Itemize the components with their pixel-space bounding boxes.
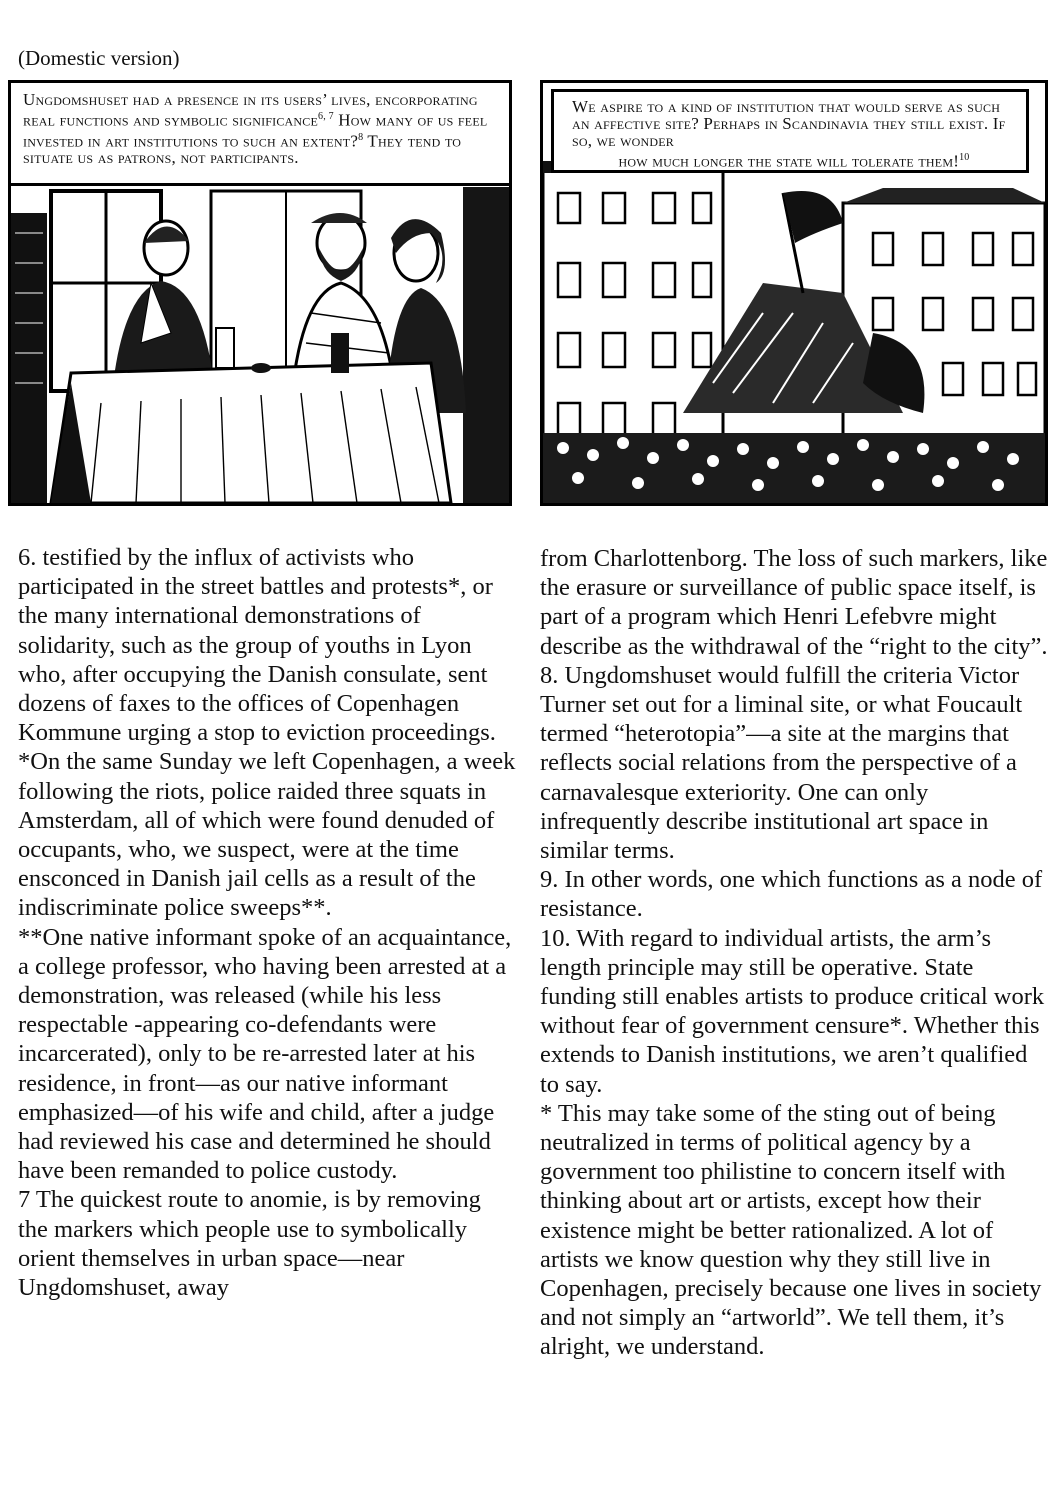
caption-box-right <box>551 89 1029 173</box>
footnote-6-double-asterisk: **One native informant spoke of an acquaintance, a college professor, who having been arrested at a demonstration, was released (while his less respectable -appearing co-defendants were incarcerated), only to be re-arrested later at his residence, in front—as our native informant emphasized—of his wife and child, after a judge had reviewed his case and determined he should have been remanded to police custody. <box>18 923 512 1185</box>
caption-left-footnote-ref-8: 8 <box>358 131 364 143</box>
footnote-6-asterisk: *On the same Sunday we left Copenhagen, a week following the riots, police raided three squats in Amsterdam, all of which were found denuded of occupants, who, we suspect, were at the time ensconced in Danish jail cells as a result of the indiscriminate police sweeps**. <box>18 748 516 922</box>
footnote-6: 6. testified by the influx of activists who participated in the street battles and protests*, or the many international demonstrations of solidarity, such as the group of youths in Lyon who, after occupying the Danish consulate, sent dozens of faxes to the offices of Copenhagen Kommune urging a stop to eviction proceedings. <box>18 544 496 747</box>
caption-right-line-2 <box>572 149 1016 170</box>
footnotes-right-column <box>540 544 1052 1362</box>
caption-right-text-b: how much longer the state will tolerate them! <box>618 151 960 171</box>
caption-right-footnote-ref-10: 10 <box>959 152 970 163</box>
building-right <box>843 188 1045 463</box>
caption-left-text-b: How many of us feel invested in art institutions to such an extent? <box>23 110 488 151</box>
caption-left-text-c: They tend to situate us as patrons, not participants. <box>23 131 462 168</box>
crowd <box>543 433 1045 503</box>
footnote-9: 9. In other words, one which functions as a node of resistance. <box>540 866 1043 923</box>
footnotes-left-column <box>18 543 516 1302</box>
footnote-8: 8. Ungdomshuset would fulfill the criteria Victor Turner set out for a liminal site, or what Foucault termed “heterotopia”—a site at the margins that reflects social relations from the perspective of a carnavalesque exteriority. One can only infrequently describe institutional art space in similar terms. <box>540 661 1023 865</box>
caption-right-text-a: We aspire to a kind of institution that would serve as such an affective site? Perhaps in Scandinavia they still exist. If so, we wonder <box>572 97 1006 150</box>
footnote-10: 10. With regard to individual artists, the arm’s length principle may still be operative. State funding still enables artists to produce critical work without fear of government censure*. Whether this extends to Danish institutions, we aren’t qualified to say. <box>540 924 1045 1098</box>
caption-left-text-a: Ungdomshuset had a presence in its users’ lives, encorporating real functions and symbolic significance <box>23 90 478 130</box>
caption-box-left <box>11 83 509 186</box>
comic-panel-cafe <box>8 80 512 506</box>
footnote-10-asterisk: * This may take some of the sting out of being neutralized in terms of political agency by a government too philistine to concern itself with thinking about art or artists, except how their existence might be better rationalized. A lot of artists we know question why they still live in Copenhagen, precisely because one lives in society and not simply an “artworld”. We tell them, it’s alright, we understand. <box>540 1099 1042 1361</box>
footnote-columns <box>18 543 1048 1493</box>
footnote-7-continued: from Charlottenborg. The loss of such markers, like the erasure or surveillance of public space itself, is part of a program which Henri Lefebvre might describe as the withdrawal of the “right to the city”. <box>540 545 1048 660</box>
version-label: (Domestic version) <box>18 46 180 70</box>
comic-panel-street <box>540 80 1048 506</box>
footnote-7: 7 The quickest route to anomie, is by removing the markers which people use to symbolically orient themselves in urban space—near Ungdomshuset, away <box>18 1186 481 1302</box>
caption-left-footnote-ref-6-7: 6, 7 <box>318 111 334 122</box>
building-left <box>543 161 728 463</box>
